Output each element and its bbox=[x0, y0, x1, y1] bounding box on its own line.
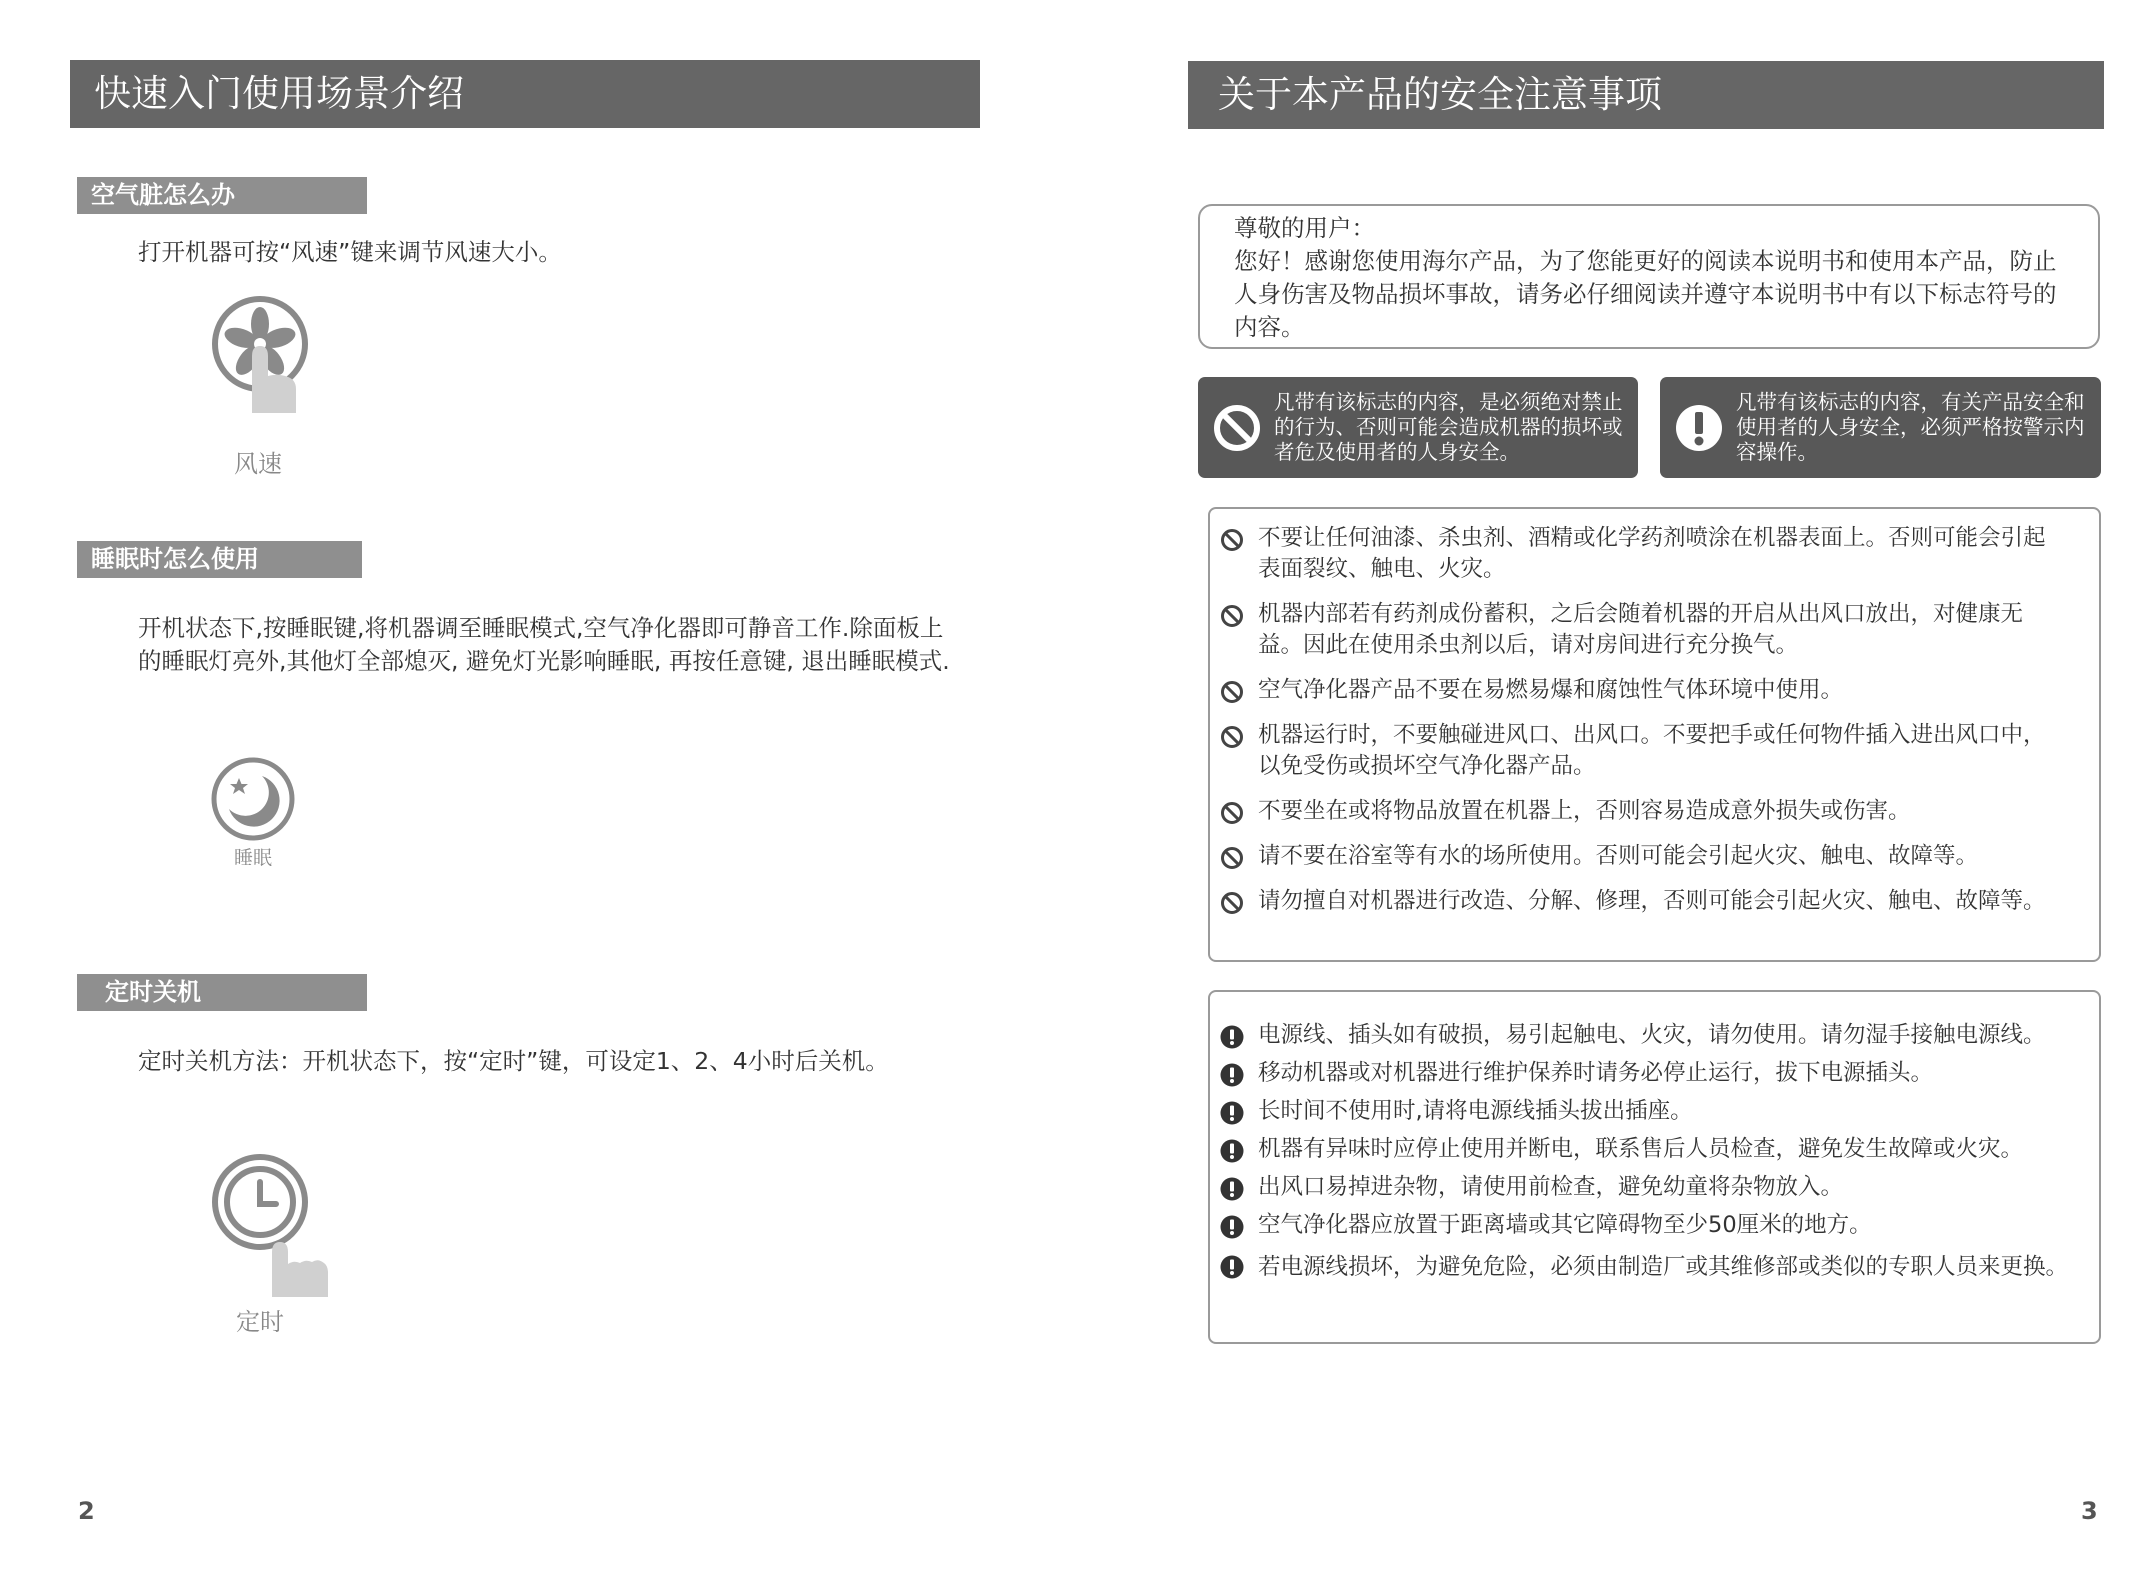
exclamation-icon bbox=[1220, 1101, 1244, 1125]
mandatory-item bbox=[1220, 1210, 2069, 1241]
prohibit-icon bbox=[1220, 604, 1244, 628]
intro-body: 您好！感谢您使用海尔产品，为了您能更好的阅读本说明书和使用本产品，防止人身伤害及物品损坏事故，请务必仔细阅读并遵守本说明书中有以下标志符号的内容。 bbox=[1234, 247, 2057, 341]
prohibition-text: 请勿擅自对机器进行改造、分解、修理，否则可能会引起火灾、触电、故障等。 bbox=[1258, 888, 2046, 914]
prohibition-item bbox=[1220, 599, 2059, 661]
legend-mandatory-text: 凡带有该标志的内容，有关产品安全和使用者的人身安全，必须严格按警示内容操作。 bbox=[1736, 390, 2085, 464]
prohibition-item bbox=[1220, 796, 2059, 827]
left-page-title: 快速入门使用场景介绍 bbox=[70, 60, 980, 128]
prohibition-item bbox=[1220, 720, 2059, 782]
exclamation-icon bbox=[1220, 1215, 1244, 1239]
intro-greeting: 尊敬的用户： bbox=[1234, 214, 1375, 242]
prohibit-icon bbox=[1220, 846, 1244, 870]
mandatory-text: 出风口易掉进杂物，请使用前检查，避免幼童将杂物放入。 bbox=[1258, 1174, 1844, 1200]
exclamation-icon bbox=[1674, 403, 1724, 453]
prohibition-item bbox=[1220, 675, 2059, 706]
exclamation-icon bbox=[1220, 1139, 1244, 1163]
mandatory-text: 长时间不使用时,请将电源线插头拔出插座。 bbox=[1258, 1098, 1693, 1124]
exclamation-icon bbox=[1220, 1025, 1244, 1049]
mandatory-text: 空气净化器应放置于距离墙或其它障碍物至少50厘米的地方。 bbox=[1258, 1212, 1872, 1238]
mandatory-text: 若电源线损坏，为避免危险，必须由制造厂或其维修部或类似的专职人员来更换。 bbox=[1258, 1254, 2069, 1280]
right-page-title: 关于本产品的安全注意事项 bbox=[1188, 61, 2104, 129]
section-text-timer: 定时关机方法：开机状态下，按“定时”键，可设定1、2、4小时后关机。 bbox=[138, 1047, 889, 1075]
prohibitions-panel bbox=[1208, 507, 2101, 962]
mandatory-item bbox=[1220, 1248, 2069, 1286]
exclamation-icon bbox=[1220, 1177, 1244, 1201]
prohibit-icon bbox=[1220, 891, 1244, 915]
mandatory-text: 移动机器或对机器进行维护保养时请务必停止运行，拔下电源插头。 bbox=[1258, 1060, 1934, 1086]
legend-mandatory bbox=[1660, 377, 2101, 478]
prohibition-text: 不要让任何油漆、杀虫剂、酒精或化学药剂喷涂在机器表面上。否则可能会引起表面裂纹、触电、火灾。 bbox=[1258, 525, 2046, 582]
prohibit-icon bbox=[1220, 528, 1244, 552]
fan-icon bbox=[208, 294, 316, 436]
prohibition-item bbox=[1220, 841, 2059, 872]
mandatory-item bbox=[1220, 1020, 2069, 1051]
prohibit-icon bbox=[1220, 680, 1244, 704]
exclamation-icon bbox=[1220, 1255, 1244, 1279]
timer-label: 定时 bbox=[236, 1308, 284, 1336]
mandatory-item bbox=[1220, 1096, 2069, 1127]
mandatory-text: 电源线、插头如有破损，易引起触电、火灾，请勿使用。请勿湿手接触电源线。 bbox=[1258, 1022, 2046, 1048]
section-heading-sleep: 睡眠时怎么使用 bbox=[77, 541, 362, 578]
mandatory-item bbox=[1220, 1172, 2069, 1203]
section-heading-dirty-air: 空气脏怎么办 bbox=[77, 177, 367, 214]
prohibition-text: 不要坐在或将物品放置在机器上，否则容易造成意外损失或伤害。 bbox=[1258, 798, 1911, 824]
section-text-dirty-air: 打开机器可按“风速”键来调节风速大小。 bbox=[138, 238, 562, 266]
prohibition-item bbox=[1220, 886, 2059, 917]
prohibition-text: 机器运行时，不要触碰进风口、出风口。不要把手或任何物件插入进出风口中，以免受伤或损坏空气净化器产品。 bbox=[1258, 722, 2046, 779]
fan-label: 风速 bbox=[234, 450, 282, 478]
prohibition-text: 机器内部若有药剂成份蓄积，之后会随着机器的开启从出风口放出，对健康无益。因此在使用杀虫剂以后，请对房间进行充分换气。 bbox=[1258, 601, 2024, 658]
prohibit-icon bbox=[1220, 801, 1244, 825]
mandatory-list bbox=[1220, 1020, 2069, 1286]
mandatory-text: 机器有异味时应停止使用并断电，联系售后人员检查，避免发生故障或火灾。 bbox=[1258, 1136, 2024, 1162]
left-page-number: 2 bbox=[78, 1497, 95, 1525]
legend-prohibit-text: 凡带有该标志的内容，是必须绝对禁止的行为、否则可能会造成机器的损坏或者危及使用者的人身安全。 bbox=[1274, 390, 1623, 464]
mandatory-item bbox=[1220, 1058, 2069, 1089]
section-heading-timer: 定时关机 bbox=[77, 974, 367, 1011]
prohibition-text: 请不要在浴室等有水的场所使用。否则可能会引起火灾、触电、故障等。 bbox=[1258, 843, 1979, 869]
exclamation-icon bbox=[1220, 1063, 1244, 1087]
moon-icon bbox=[210, 756, 296, 842]
intro-panel bbox=[1198, 204, 2100, 349]
legend-prohibit bbox=[1198, 377, 1638, 478]
sleep-label: 睡眠 bbox=[233, 847, 272, 869]
mandatory-item bbox=[1220, 1134, 2069, 1165]
clock-icon bbox=[210, 1152, 336, 1298]
right-page-number: 3 bbox=[2081, 1497, 2098, 1525]
section-text-sleep: 开机状态下,按睡眠键,将机器调至睡眠模式,空气净化器即可静音工作.除面板上的睡眠灯亮外,其他灯全部熄灭, 避免灯光影响睡眠, 再按任意键, 退出睡眠模式. bbox=[138, 614, 950, 675]
prohibition-item bbox=[1220, 523, 2059, 585]
prohibit-icon bbox=[1212, 403, 1262, 453]
prohibit-icon bbox=[1220, 725, 1244, 749]
prohibitions-list bbox=[1220, 523, 2059, 917]
prohibition-text: 空气净化器产品不要在易燃易爆和腐蚀性气体环境中使用。 bbox=[1258, 677, 1844, 703]
mandatory-panel bbox=[1208, 990, 2101, 1344]
